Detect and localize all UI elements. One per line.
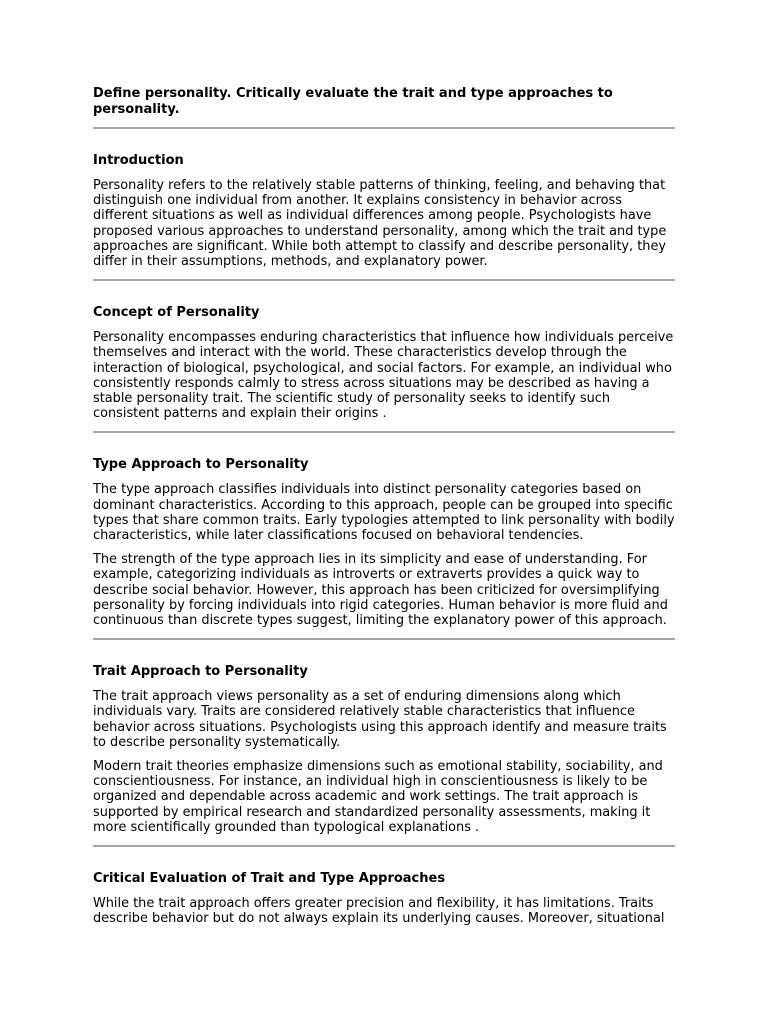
section-heading-concept: Concept of Personality [93,305,260,321]
section-heading-type-approach: Type Approach to Personality [93,457,309,473]
section-heading-critical-evaluation: Critical Evaluation of Trait and Type Approaches [93,871,446,887]
paragraph: Personality refers to the relatively stable patterns of thinking, feeling, and behaving that distinguish one individual from another. It explains consistency in behavior across different situations as well as individual differences among people. Psychologists have proposed various approaches to understand personality, among which the trait and type approaches are significant. While both attempt to classify and describe personality, they differ in their assumptions, methods, and explanatory power. [93,178,667,270]
document-title: Define personality. Critically evaluate the trait and type approaches to personality. [93,86,613,117]
paragraph: While the trait approach offers greater precision and flexibility, it has limitations. Traits describe behavior but do not always explain its underlying causes. Moreover, situational [93,896,665,927]
document-page [93,86,675,927]
section-heading-introduction: Introduction [93,153,184,168]
divider [93,638,675,640]
paragraph: Personality encompasses enduring characteristics that influence how individuals perceive themselves and interact with the world. These characteristics develop through the interaction of biological, psychological, and social factors. For example, an individual who consistently responds calmly to stress across situations may be described as having a stable personality trait. The scientific study of personality seeks to identify such consistent patterns and explain their origins . [93,330,674,422]
divider [93,279,675,281]
divider [93,845,675,847]
paragraph: The strength of the type approach lies in its simplicity and ease of understanding. For example, categorizing individuals as introverts or extraverts provides a quick way to describe social behavior. However, this approach has been criticized for oversimplifying personality by forcing individuals into rigid categories. Human behavior is more fluid and continuous than discrete types suggest, limiting the explanatory power of this approach. [93,552,668,629]
paragraph: The type approach classifies individuals into distinct personality categories based on dominant characteristics. According to this approach, people can be grouped into specific types that share common traits. Early typologies attempted to link personality with bodily characteristics, while later classifications focused on behavioral tendencies. [93,482,675,544]
divider [93,127,675,129]
paragraph: Modern trait theories emphasize dimensions such as emotional stability, sociability, and conscientiousness. For instance, an individual high in conscientiousness is likely to be organized and dependable across academic and work settings. The trait approach is supported by empirical research and standardized personality assessments, making it more scientifically grounded than typological explanations . [93,759,663,835]
section-heading-trait-approach: Trait Approach to Personality [93,664,308,680]
paragraph: The trait approach views personality as a set of enduring dimensions along which individuals vary. Traits are considered relatively stable characteristics that influence behavior across situations. Psychologists using this approach identify and measure traits to describe personality systematically. [93,689,667,750]
divider [93,431,675,433]
